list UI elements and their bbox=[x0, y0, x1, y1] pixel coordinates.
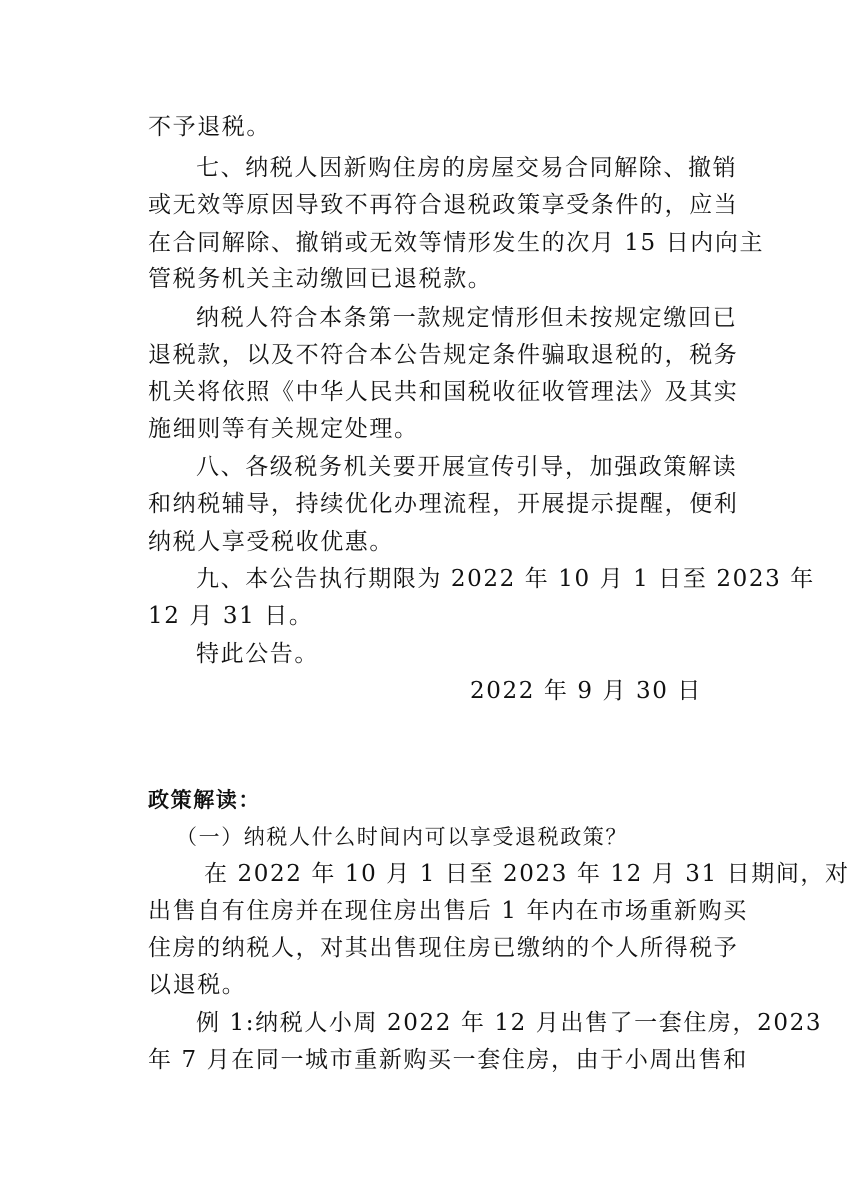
example-1-line-1: 例 1:纳税人小周 2022 年 12 月出售了一套住房，2023 bbox=[196, 1010, 823, 1036]
closing-text: 特此公告。 bbox=[196, 641, 319, 667]
paragraph-7b-line-2: 退税款，以及不符合本公告规定条件骗取退税的，税务 bbox=[148, 342, 739, 368]
paragraph-7b-line-1: 纳税人符合本条第一款规定情形但未按规定缴回已 bbox=[196, 305, 738, 331]
answer-1-line-2: 出售自有住房并在现住房出售后 1 年内在市场重新购买 bbox=[148, 898, 748, 924]
paragraph-7-line-2: 或无效等原因导致不再符合退税政策享受条件的，应当 bbox=[148, 192, 739, 218]
paragraph-7-line-4: 管税务机关主动缴回已退税款。 bbox=[148, 266, 493, 292]
answer-1-line-3: 住房的纳税人，对其出售现住房已缴纳的个人所得税予 bbox=[148, 935, 739, 961]
text-line: 不予退税。 bbox=[148, 114, 271, 140]
question-1: （一）纳税人什么时间内可以享受退税政策？ bbox=[176, 825, 628, 849]
paragraph-8-line-1: 八、各级税务机关要开展宣传引导，加强政策解读 bbox=[196, 454, 738, 480]
answer-1-line-1: 在 2022 年 10 月 1 日至 2023 年 12 月 31 日期间，对 bbox=[204, 861, 850, 887]
signature-date: 2022 年 9 月 30 日 bbox=[470, 678, 702, 704]
paragraph-8-line-3: 纳税人享受税收优惠。 bbox=[148, 529, 394, 555]
paragraph-9-line-2: 12 月 31 日。 bbox=[148, 603, 314, 629]
paragraph-7b-line-3: 机关将依照《中华人民共和国税收征收管理法》及其实 bbox=[148, 379, 739, 405]
policy-interpretation-heading: 政策解读： bbox=[148, 788, 261, 812]
paragraph-9-line-1: 九、本公告执行期限为 2022 年 10 月 1 日至 2023 年 bbox=[196, 566, 815, 592]
paragraph-7-line-1: 七、纳税人因新购住房的房屋交易合同解除、撤销 bbox=[196, 155, 738, 181]
example-1-line-2: 年 7 月在同一城市重新购买一套住房，由于小周出售和 bbox=[148, 1047, 748, 1073]
paragraph-7-line-3: 在合同解除、撤销或无效等情形发生的次月 15 日内向主 bbox=[148, 230, 765, 256]
answer-1-line-4: 以退税。 bbox=[148, 972, 247, 998]
paragraph-7b-line-4: 施细则等有关规定处理。 bbox=[148, 416, 419, 442]
paragraph-8-line-2: 和纳税辅导，持续优化办理流程，开展提示提醒，便利 bbox=[148, 491, 739, 517]
